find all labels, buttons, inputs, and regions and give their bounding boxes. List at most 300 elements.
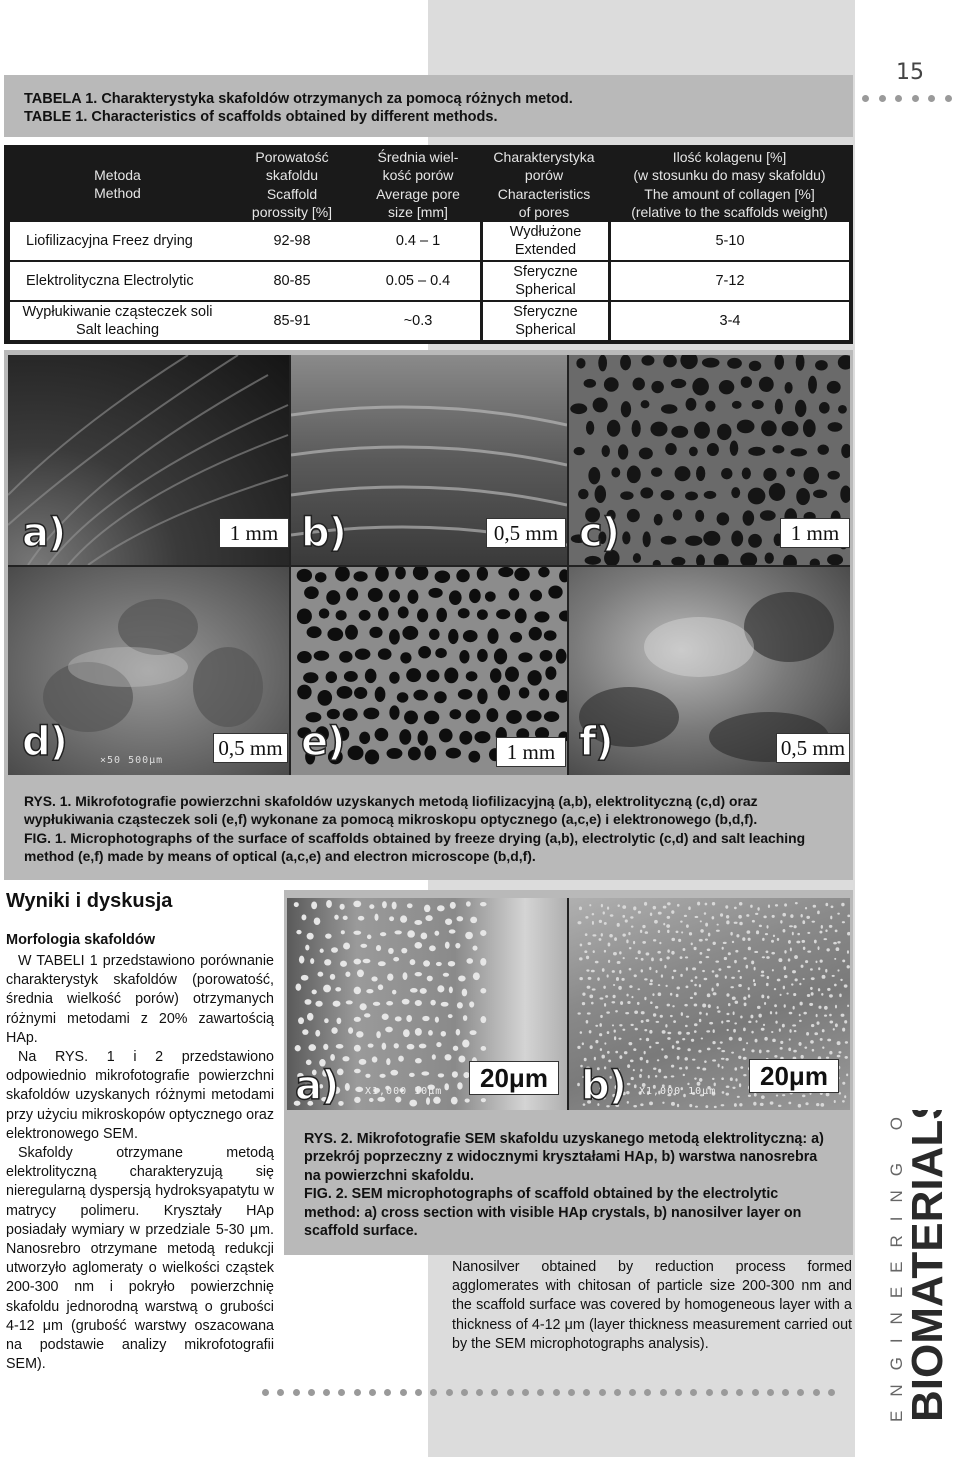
pore-mark [818, 1006, 821, 1009]
pore-mark [588, 942, 592, 945]
pore-mark [799, 1020, 802, 1022]
pore-mark [826, 948, 829, 951]
pore-mark [570, 403, 587, 414]
cell-porosity: 85-91 [273, 313, 311, 329]
pore-mark [559, 611, 567, 622]
pore-mark [840, 979, 842, 981]
pore-mark [466, 709, 481, 723]
pore-mark [656, 1021, 660, 1023]
pore-mark [752, 920, 755, 923]
header-porosity: Porowatość skafoldu Scaffold porossity [%] [251, 149, 333, 220]
pore-mark [743, 1057, 747, 1060]
pore-mark [462, 989, 468, 997]
pore-mark [641, 1011, 645, 1014]
decorative-dot [928, 95, 935, 102]
pore-mark [640, 1057, 643, 1061]
pore-mark [579, 977, 583, 980]
pore-mark [688, 906, 691, 910]
pore-mark [780, 1041, 783, 1044]
pore-mark [775, 904, 778, 906]
pore-mark [803, 978, 805, 980]
pore-mark [792, 1024, 796, 1026]
pore-mark [842, 959, 845, 962]
pore-mark [740, 552, 757, 565]
pore-mark [761, 994, 764, 998]
decorative-dot [599, 1389, 606, 1396]
pore-mark [726, 993, 729, 997]
pore-mark [593, 950, 595, 953]
pore-mark [606, 1011, 610, 1013]
pore-mark [435, 1017, 439, 1023]
pore-mark [428, 1030, 433, 1036]
pore-mark [487, 628, 498, 644]
pore-mark [593, 397, 608, 412]
pore-mark [774, 1004, 777, 1007]
pore-mark [735, 1078, 737, 1081]
pore-mark [743, 1048, 746, 1051]
pore-mark [742, 937, 745, 941]
pore-mark [354, 987, 361, 995]
pore-mark [730, 1077, 733, 1081]
pore-mark [448, 961, 455, 967]
pore-mark [799, 1014, 801, 1017]
pore-mark [657, 951, 661, 954]
pore-mark [443, 973, 449, 977]
pore-mark [796, 488, 810, 505]
pore-mark [296, 930, 301, 934]
pore-mark [629, 968, 632, 971]
figure-1-caption [24, 792, 839, 866]
pore-mark [784, 1004, 786, 1007]
pore-mark [691, 943, 693, 946]
pore-mark [376, 945, 381, 951]
pore-mark [680, 956, 683, 959]
pore-mark [715, 961, 719, 963]
pore-mark [826, 1093, 830, 1097]
pore-mark [820, 1103, 824, 1107]
pore-mark [673, 970, 676, 972]
pore-mark [449, 590, 462, 605]
pore-mark [800, 1002, 803, 1006]
pore-mark [393, 957, 399, 961]
pore-mark [828, 422, 843, 432]
pore-mark [608, 1060, 611, 1063]
pore-mark [395, 1016, 402, 1021]
pore-mark [577, 1012, 580, 1014]
pore-mark [323, 1044, 328, 1050]
decorative-dot [813, 1389, 820, 1396]
pore-mark [762, 956, 765, 958]
pore-mark [637, 988, 640, 990]
figure-2-caption-pl: RYS. 2. Mikrofotografie SEM skafoldu uzyskanego metodą elektrolityczną: a) przekrój poprzeczny z widocznymi kryształami HAp, b) warstwa nanosrebra na powierzchni skafoldu. [304, 1131, 824, 1184]
pore-mark [616, 977, 619, 981]
pore-mark [835, 1005, 837, 1009]
table-caption [24, 90, 573, 126]
pore-mark [639, 1038, 641, 1040]
pore-mark [297, 608, 312, 624]
pore-mark [802, 940, 806, 943]
pore-mark [805, 1102, 808, 1105]
pore-mark [480, 958, 486, 966]
pore-mark [387, 973, 393, 980]
pore-mark [621, 978, 624, 981]
pore-mark [713, 1029, 715, 1033]
pore-mark [326, 590, 340, 605]
pore-mark [620, 491, 633, 500]
cell-method: Elektrolityczna Electrolytic [26, 273, 194, 289]
pore-mark [474, 731, 490, 743]
pore-mark [450, 902, 456, 909]
pore-mark [619, 951, 621, 954]
pore-mark [644, 1051, 646, 1054]
pore-mark [408, 747, 421, 761]
pore-mark [845, 1056, 848, 1059]
pore-mark [727, 358, 742, 369]
pore-mark [789, 925, 793, 927]
pore-mark [661, 974, 663, 977]
pore-mark [640, 930, 642, 933]
pore-mark [415, 1000, 422, 1006]
table-caption-pl: TABELA 1. Charakterystyka skafoldów otrzymanych za pomocą różnych metod. [24, 91, 573, 107]
pore-mark [774, 988, 776, 990]
pore-mark [685, 1066, 688, 1069]
pore-mark [699, 961, 702, 964]
pore-mark [753, 979, 755, 982]
pore-mark [712, 1078, 715, 1080]
pore-mark [584, 379, 597, 388]
pore-mark [639, 447, 653, 459]
pore-mark [604, 922, 607, 925]
pore-mark [301, 975, 309, 981]
pore-mark [812, 1049, 815, 1052]
pore-mark [592, 921, 594, 925]
pore-mark [343, 943, 350, 950]
pore-mark [457, 916, 464, 921]
pore-mark [622, 915, 625, 918]
decorative-dot [415, 1389, 422, 1396]
pore-mark [686, 1032, 690, 1035]
pore-mark [733, 1011, 735, 1015]
pore-mark [490, 668, 501, 683]
pore-mark [626, 994, 628, 997]
pore-mark [692, 1059, 695, 1061]
pore-mark [788, 1102, 791, 1105]
pore-mark [369, 1098, 374, 1102]
pore-mark [824, 1015, 827, 1017]
pore-mark [528, 670, 542, 685]
pore-mark [658, 992, 662, 996]
figure-1-caption-pl: RYS. 1. Mikrofotografie powierzchni skafoldów uzyskanych metodą liofilizacyjną (a,b), elektrolityczną (c,d) oraz wypłukiwania cząsteczek soli (e,f) wykonane za pomocą mikroskopu optycznego (a,c,e) i elektronowego (b,d,f). [24, 793, 758, 828]
decorative-dot [354, 1389, 361, 1396]
pore-mark [320, 949, 324, 953]
pore-mark [641, 958, 644, 961]
pore-mark [782, 1024, 785, 1028]
pore-mark [453, 1046, 458, 1051]
pore-mark [448, 1014, 453, 1018]
pore-mark [294, 902, 299, 907]
pore-mark [627, 466, 641, 484]
pore-mark [363, 708, 379, 720]
cell-porosity: 92-98 [273, 233, 311, 249]
pore-mark [308, 1044, 316, 1051]
pore-mark [449, 929, 456, 933]
pore-mark [466, 958, 473, 964]
pore-mark [544, 711, 559, 722]
pore-mark [432, 1054, 436, 1059]
pore-mark [603, 911, 605, 914]
pore-mark [694, 992, 697, 995]
pore-mark [782, 913, 786, 917]
pore-mark [706, 1013, 708, 1016]
decorative-dot [660, 1389, 667, 1396]
pore-mark [705, 1105, 708, 1108]
pore-mark [473, 972, 480, 980]
pore-mark [519, 687, 530, 698]
pore-mark [650, 1001, 653, 1004]
figure-2-image-grid [287, 898, 850, 1110]
pore-mark [650, 979, 653, 982]
pore-mark [704, 491, 717, 499]
pore-mark [346, 1000, 353, 1004]
scale-bar-label: 0,5 mm [776, 733, 850, 763]
pore-mark [649, 1046, 651, 1049]
pore-mark [449, 709, 461, 719]
pore-mark [811, 977, 815, 980]
pore-mark [845, 1041, 848, 1044]
pore-mark [407, 903, 413, 908]
pore-mark [317, 690, 332, 706]
pore-mark [336, 1018, 341, 1024]
pore-mark [712, 1041, 715, 1044]
pore-mark [642, 925, 645, 928]
decorative-dot [338, 1389, 345, 1396]
pore-mark [392, 902, 397, 910]
pore-mark [691, 1039, 694, 1042]
pore-mark [810, 968, 813, 970]
pore-mark [782, 421, 799, 436]
pore-mark [613, 952, 617, 955]
micrograph-b [291, 355, 567, 565]
pore-mark [834, 1100, 836, 1103]
pore-mark [744, 1003, 747, 1007]
pore-mark [730, 986, 734, 988]
pore-mark [695, 510, 704, 522]
pore-mark [324, 1018, 329, 1023]
pore-mark [434, 931, 439, 936]
pore-mark [773, 935, 775, 937]
pore-mark [811, 1024, 814, 1027]
pore-mark [633, 1069, 635, 1071]
pore-mark [364, 1013, 371, 1017]
pore-mark [600, 1015, 603, 1018]
pore-mark [734, 1067, 737, 1070]
pore-mark [705, 903, 708, 906]
pore-mark [548, 585, 562, 598]
pore-mark [689, 932, 692, 935]
pore-mark [599, 997, 603, 999]
pore-mark [343, 916, 348, 920]
pore-mark [699, 1019, 701, 1022]
pore-mark [783, 986, 785, 990]
pore-mark [397, 692, 409, 702]
pore-mark [734, 960, 737, 963]
pore-mark [436, 962, 442, 966]
pore-mark [774, 1055, 777, 1058]
pore-mark [825, 929, 827, 932]
pore-mark [456, 1029, 460, 1036]
micrograph-d [8, 567, 289, 775]
pore-mark [717, 1006, 719, 1009]
pore-mark [754, 967, 756, 971]
pore-mark [325, 934, 331, 939]
pore-mark [692, 967, 696, 970]
pore-mark [697, 902, 700, 906]
pore-mark [827, 1039, 831, 1042]
pore-mark [459, 731, 472, 745]
pore-mark [658, 1069, 661, 1073]
pore-mark [608, 960, 610, 963]
pore-mark [353, 931, 361, 935]
pore-mark [480, 988, 486, 993]
pore-mark [465, 932, 473, 939]
pore-mark [671, 938, 675, 941]
pore-mark [821, 993, 823, 996]
pore-mark [694, 1030, 697, 1033]
pore-mark [841, 903, 844, 907]
pore-mark [725, 1058, 728, 1061]
pore-mark [582, 1042, 584, 1045]
pore-mark [777, 938, 779, 941]
pore-mark [650, 913, 652, 917]
pore-mark [579, 907, 582, 911]
pore-mark [417, 608, 428, 622]
pore-mark [466, 671, 478, 681]
pore-mark [786, 468, 795, 477]
pore-mark [772, 1039, 776, 1043]
pore-mark [771, 940, 774, 943]
pore-mark [338, 1101, 343, 1106]
pore-mark [818, 946, 820, 950]
pore-mark [414, 942, 422, 949]
pore-mark [438, 1073, 444, 1077]
pore-mark [734, 1022, 737, 1024]
pore-mark [621, 401, 631, 417]
pore-mark [783, 555, 797, 565]
pore-mark [295, 1045, 301, 1051]
pore-mark [784, 950, 786, 953]
pore-mark [677, 1056, 680, 1060]
pore-mark [706, 956, 710, 958]
pore-mark [732, 997, 736, 1001]
pore-mark [424, 711, 439, 725]
pore-mark [743, 1027, 746, 1031]
pore-mark [801, 965, 804, 968]
pore-mark [671, 557, 685, 565]
scale-bar-label: 20μm [749, 1059, 839, 1093]
pore-mark [847, 915, 850, 918]
pore-mark [757, 1006, 761, 1009]
pore-mark [686, 924, 689, 927]
pore-mark [836, 947, 840, 951]
pore-mark [701, 1037, 703, 1039]
pore-mark [726, 915, 729, 919]
pore-mark [315, 572, 327, 582]
pore-mark [644, 997, 646, 1000]
pore-mark [720, 913, 723, 917]
pore-mark [842, 1082, 845, 1085]
pore-mark [660, 1015, 663, 1018]
pore-mark [534, 611, 549, 622]
pore-mark [619, 1024, 622, 1026]
pore-mark [724, 957, 727, 960]
pore-mark [331, 1027, 337, 1034]
pore-mark [822, 1046, 824, 1049]
pore-mark [414, 920, 422, 925]
pore-mark [732, 1087, 735, 1089]
pore-mark [717, 512, 730, 525]
pore-mark [764, 1002, 766, 1005]
pore-mark [822, 975, 826, 979]
pore-mark [798, 1104, 801, 1108]
pore-mark [559, 569, 567, 582]
pore-mark [369, 627, 382, 638]
pore-mark [445, 918, 452, 924]
pore-mark [327, 709, 340, 719]
pore-mark [775, 1012, 777, 1015]
pore-mark [792, 932, 794, 936]
pore-mark [580, 1031, 582, 1034]
pore-mark [368, 1043, 374, 1047]
pore-mark [604, 377, 619, 391]
pore-mark [634, 974, 637, 977]
pore-mark [817, 445, 828, 455]
pore-mark [413, 690, 428, 701]
pore-mark [707, 949, 711, 952]
pore-mark [837, 941, 840, 943]
pore-mark [772, 969, 774, 971]
pore-mark [630, 916, 633, 918]
pore-mark [716, 983, 719, 987]
pore-mark [679, 1067, 682, 1069]
pore-mark [751, 960, 754, 964]
pore-mark [790, 947, 792, 951]
pore-mark [776, 1095, 778, 1097]
pore-mark [494, 648, 507, 664]
pore-mark [311, 901, 317, 909]
pore-mark [731, 1052, 734, 1054]
pore-mark [463, 1015, 467, 1021]
pore-mark [680, 355, 697, 369]
pore-mark [402, 626, 418, 640]
pore-mark [615, 1010, 618, 1012]
pore-mark [529, 627, 542, 641]
table-header [10, 148, 849, 223]
pore-mark [441, 1031, 446, 1037]
pore-mark [754, 983, 756, 986]
pore-mark [671, 1102, 675, 1106]
decorative-dots-top [862, 95, 952, 102]
pore-mark [336, 610, 347, 620]
pore-mark [651, 381, 664, 393]
pore-mark [604, 1042, 606, 1044]
page-number: 15 [896, 60, 924, 85]
pore-mark [620, 355, 631, 370]
pore-mark [748, 534, 762, 548]
panel-label: b) [301, 510, 346, 556]
subsection-title: Morfologia skafoldów [6, 932, 156, 948]
pore-mark [302, 1029, 308, 1035]
pore-mark [433, 1097, 441, 1104]
